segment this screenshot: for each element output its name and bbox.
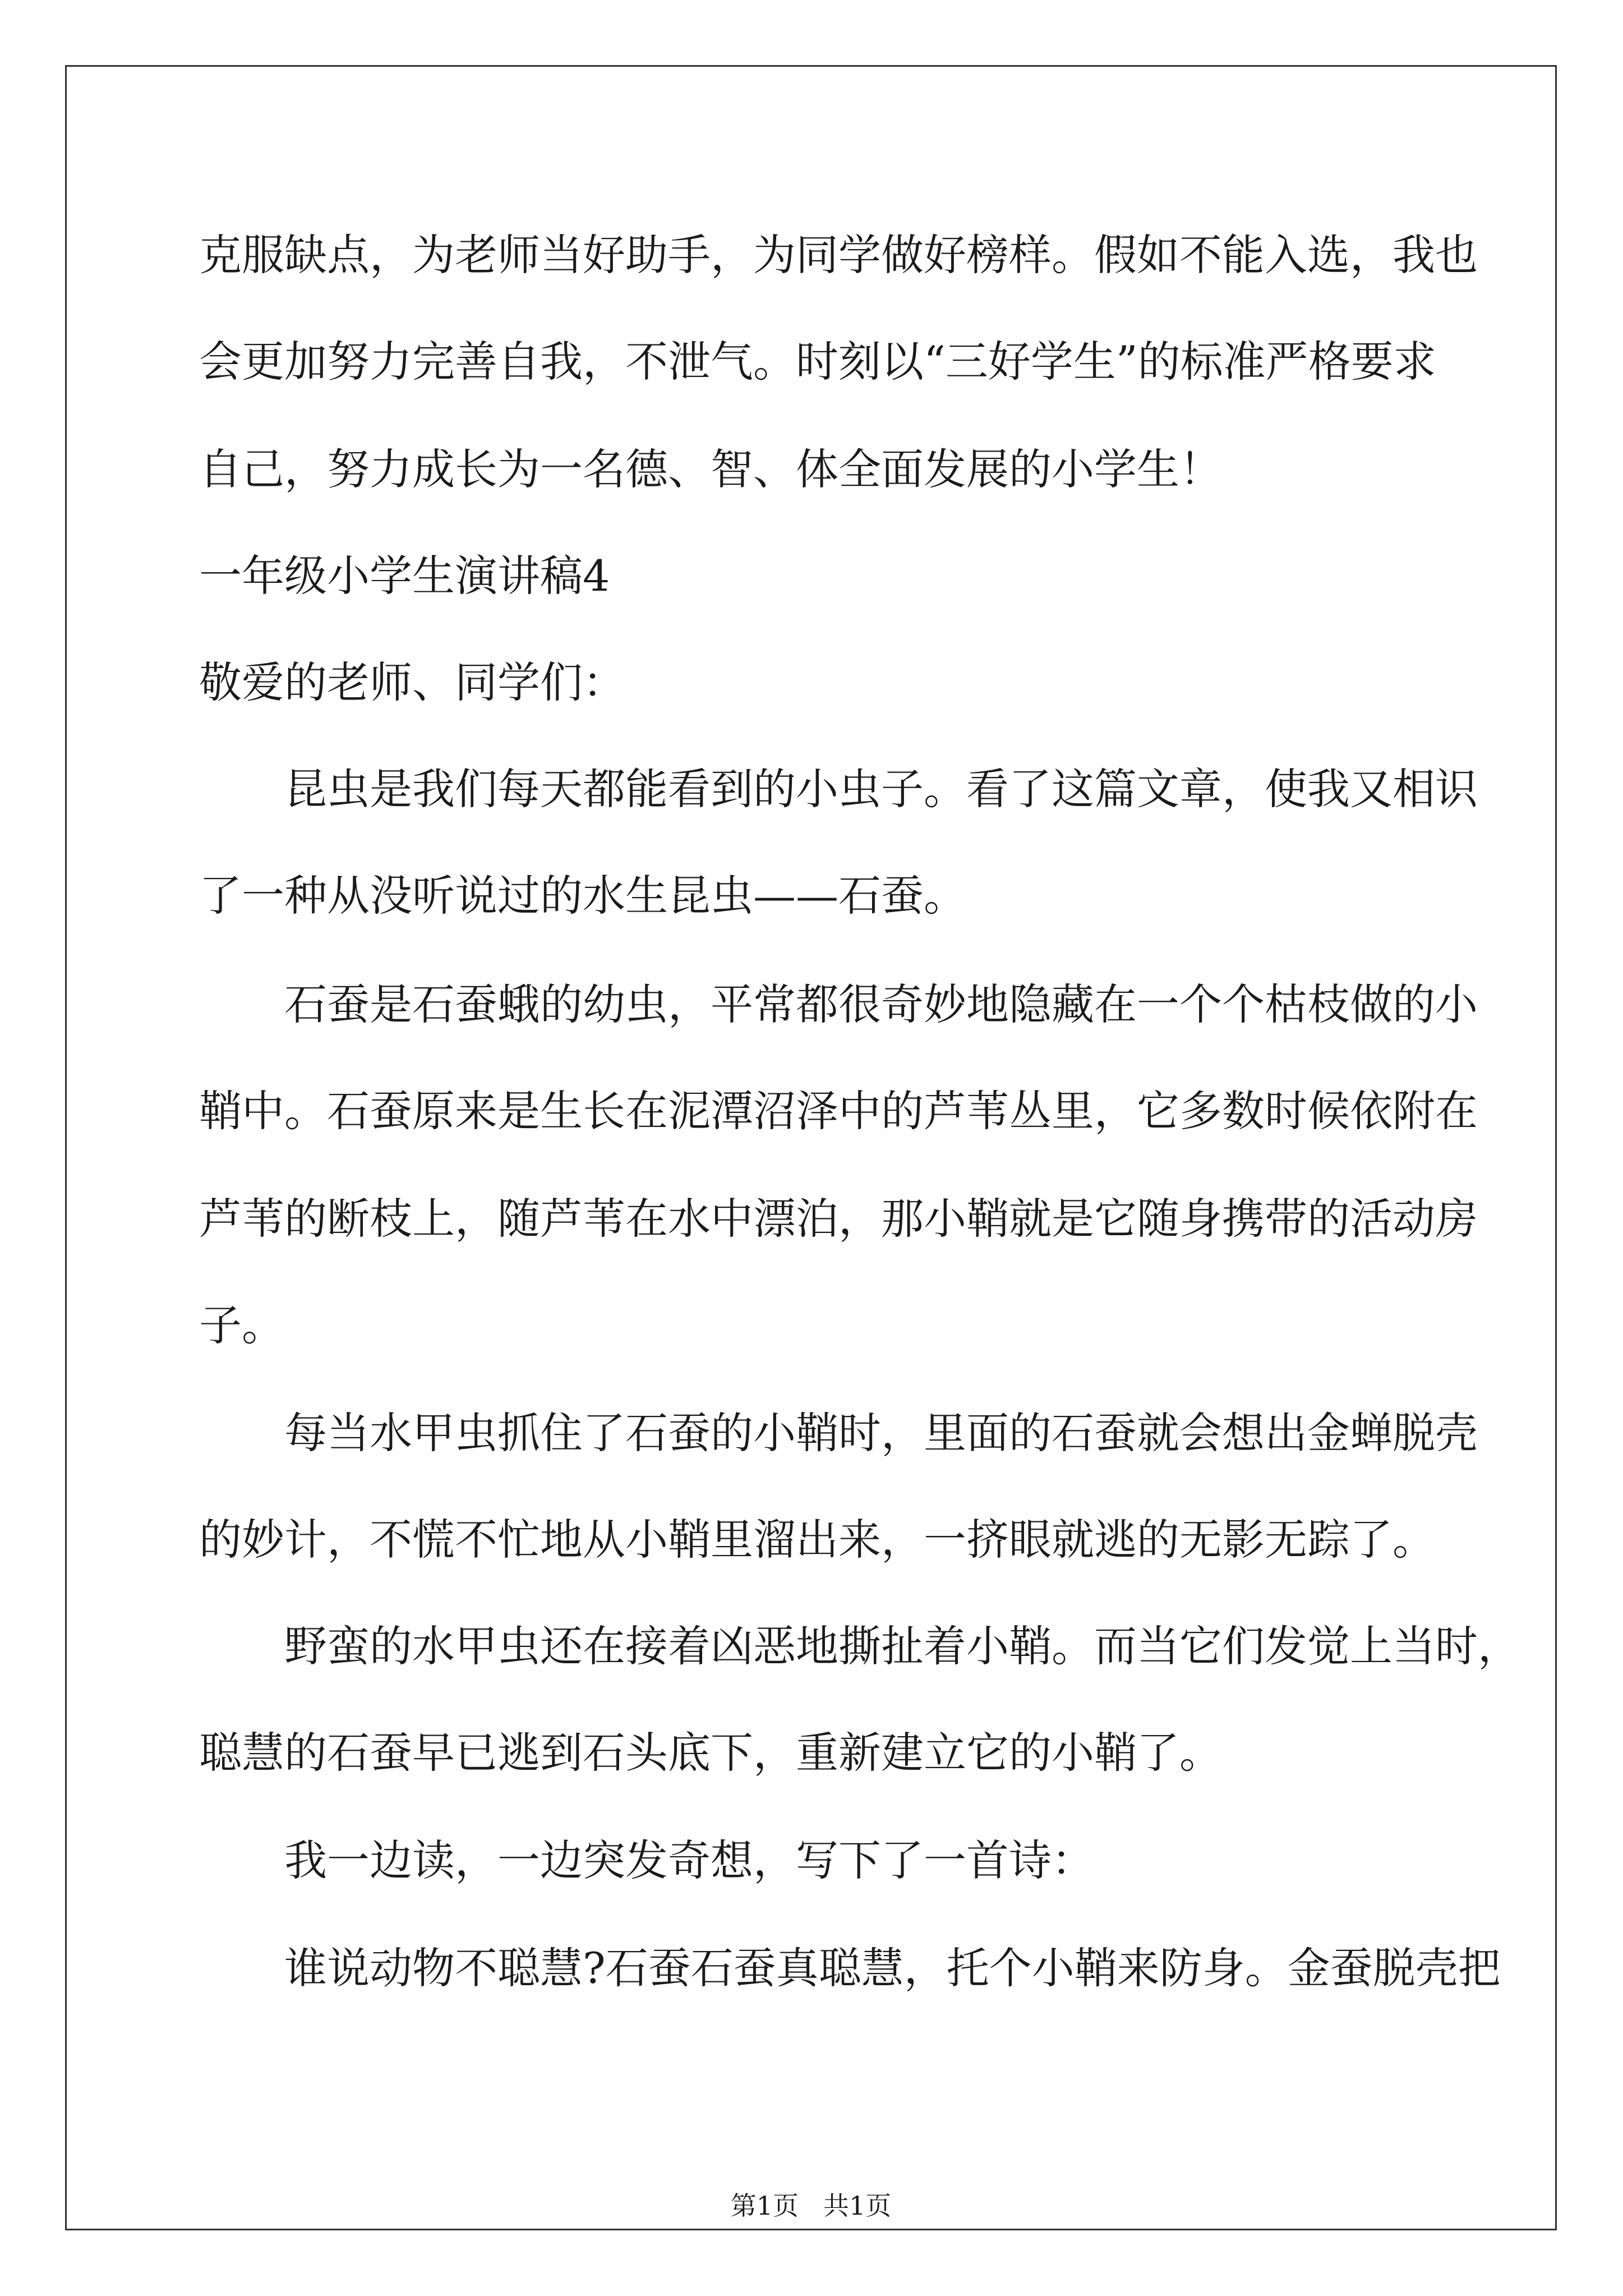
page-total: 共1页: [823, 2191, 892, 2221]
page-number: 第1页: [730, 2191, 799, 2221]
document-body: [67, 67, 1555, 2229]
text-line: 自己，努力成长为一名德、智、体全面发展的小学生！: [199, 444, 1222, 494]
salutation: 敬爱的老师、同学们：: [199, 657, 625, 707]
text-line: 我一边读，一边突发奇想，写下了一首诗：: [284, 1835, 1094, 1885]
text-line: 鞘中。石蚕原来是生长在泥潭沼泽中的芦苇丛里，它多数时候依附在: [199, 1086, 1478, 1136]
text-line: 了一种从没听说过的水生昆虫——石蚕。: [199, 871, 966, 921]
text-line: 野蛮的水甲虫还在接着凶恶地撕扯着小鞘。而当它们发觉上当时，: [284, 1621, 1520, 1671]
text-line: 昆虫是我们每天都能看到的小虫子。看了这篇文章，使我又相识: [284, 764, 1478, 814]
section-heading: 一年级小学生演讲稿4: [199, 551, 610, 601]
page-footer: [67, 2193, 1555, 2219]
text-line: 谁说动物不聪慧?石蚕石蚕真聪慧，托个小鞘来防身。金蚕脱壳把: [284, 1943, 1501, 1993]
text-line: 子。: [199, 1300, 284, 1350]
text-line: 石蚕是石蚕蛾的幼虫，平常都很奇妙地隐藏在一个个枯枝做的小: [284, 979, 1478, 1029]
text-line: 克服缺点，为老师当好助手，为同学做好榜样。假如不能入选，我也: [199, 230, 1478, 280]
text-line: 聪慧的石蚕早已逃到石头底下，重新建立它的小鞘了。: [199, 1728, 1222, 1778]
text-line: 会更加努力完善自我，不泄气。时刻以“三好学生”的标准严格要求: [199, 337, 1436, 386]
page-frame: [65, 65, 1557, 2230]
text-line: 每当水甲虫抓住了石蚕的小鞘时，里面的石蚕就会想出金蝉脱壳: [284, 1408, 1478, 1458]
text-line: 芦苇的断枝上，随芦苇在水中漂泊，那小鞘就是它随身携带的活动房: [199, 1194, 1478, 1244]
text-line: 的妙计，不慌不忙地从小鞘里溜出来，一挤眼就逃的无影无踪了。: [199, 1515, 1435, 1565]
